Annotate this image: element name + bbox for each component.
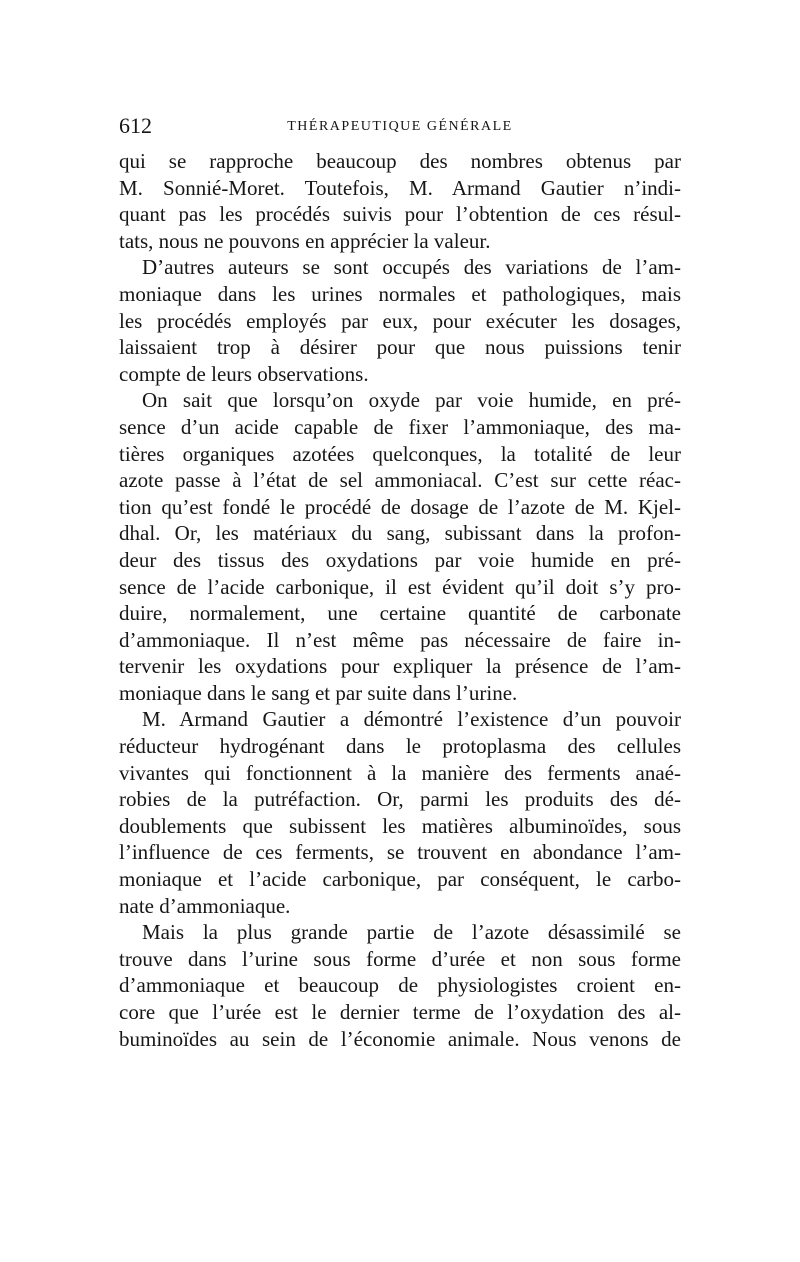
text-line: buminoïdes au sein de l’économie animale. Nous venons de	[119, 1026, 681, 1051]
text-line: moniaque dans les urines normales et pathologiques, mais	[119, 281, 681, 306]
text-line: moniaque dans le sang et par suite dans l’urine.	[119, 680, 518, 705]
text-line: d’ammoniaque. Il n’est même pas nécessaire de faire in-	[119, 627, 681, 652]
text-line: l’influence de ces ferments, se trouvent en abondance l’am-	[119, 840, 681, 865]
running-title: THÉRAPEUTIQUE GÉNÉRALE	[287, 119, 513, 134]
text-line: azote passe à l’état de sel ammoniacal. C’est sur cette réac-	[119, 468, 681, 493]
text-line: tion qu’est fondé le procédé de dosage de l’azote de M. Kjel-	[119, 494, 681, 519]
text-line: core que l’urée est le dernier terme de l’oxydation des al-	[119, 1000, 681, 1024]
text-line: trouve dans l’urine sous forme d’urée et non sous forme	[119, 946, 681, 971]
text-line: tervenir les oxydations pour expliquer la présence de l’am-	[119, 654, 681, 679]
text-line: deur des tissus des oxydations par voie humide en pré-	[119, 547, 681, 572]
paragraph	[119, 706, 681, 919]
text-line: quant pas les procédés suivis pour l’obtention de ces résul-	[119, 202, 681, 227]
book-page	[119, 110, 681, 1052]
text-line: D’autres auteurs se sont occupés des variations de l’am-	[142, 255, 681, 280]
text-line: nate d’ammoniaque.	[119, 893, 291, 918]
text-line: doublements que subissent les matières albuminoïdes, sous	[119, 813, 681, 838]
page-header	[119, 110, 681, 142]
paragraph	[119, 148, 681, 254]
text-line: M. Sonnié-Moret. Toutefois, M. Armand Gautier n’indi-	[119, 175, 681, 200]
text-line: laissaient trop à désirer pour que nous puissions tenir	[119, 335, 681, 360]
paragraph	[119, 387, 681, 706]
text-line: robies de la putréfaction. Or, parmi les produits des dé-	[119, 787, 681, 812]
text-line: tières organiques azotées quelconques, la totalité de leur	[119, 441, 681, 466]
text-line: duire, normalement, une certaine quantité de carbonate	[119, 601, 681, 626]
text-line: Mais la plus grande partie de l’azote désassimilé se	[142, 920, 681, 945]
paragraph	[119, 919, 681, 1052]
text-line: vivantes qui fonctionnent à la manière des ferments anaé-	[119, 760, 681, 785]
text-line: compte de leurs observations.	[119, 361, 369, 386]
page-number: 612	[119, 113, 152, 138]
text-line: qui se rapproche beaucoup des nombres obtenus par	[119, 149, 681, 173]
text-line: sence de l’acide carbonique, il est évident qu’il doit s’y pro-	[119, 574, 681, 599]
text-line: réducteur hydrogénant dans le protoplasma des cellules	[119, 734, 681, 759]
text-line: M. Armand Gautier a démontré l’existence d’un pouvoir	[142, 707, 681, 732]
text-line: sence d’un acide capable de fixer l’ammoniaque, des ma-	[119, 414, 681, 439]
text-line: les procédés employés par eux, pour exécuter les dosages,	[119, 308, 681, 333]
text-line: dhal. Or, les matériaux du sang, subissant dans la profon-	[119, 521, 681, 546]
body-text	[119, 148, 681, 1052]
paragraph	[119, 254, 681, 387]
text-line: d’ammoniaque et beaucoup de physiologistes croient en-	[119, 973, 681, 998]
text-line: moniaque et l’acide carbonique, par conséquent, le carbo-	[119, 867, 681, 892]
text-line: On sait que lorsqu’on oxyde par voie humide, en pré-	[142, 388, 681, 413]
text-line: tats, nous ne pouvons en apprécier la valeur.	[119, 228, 491, 253]
